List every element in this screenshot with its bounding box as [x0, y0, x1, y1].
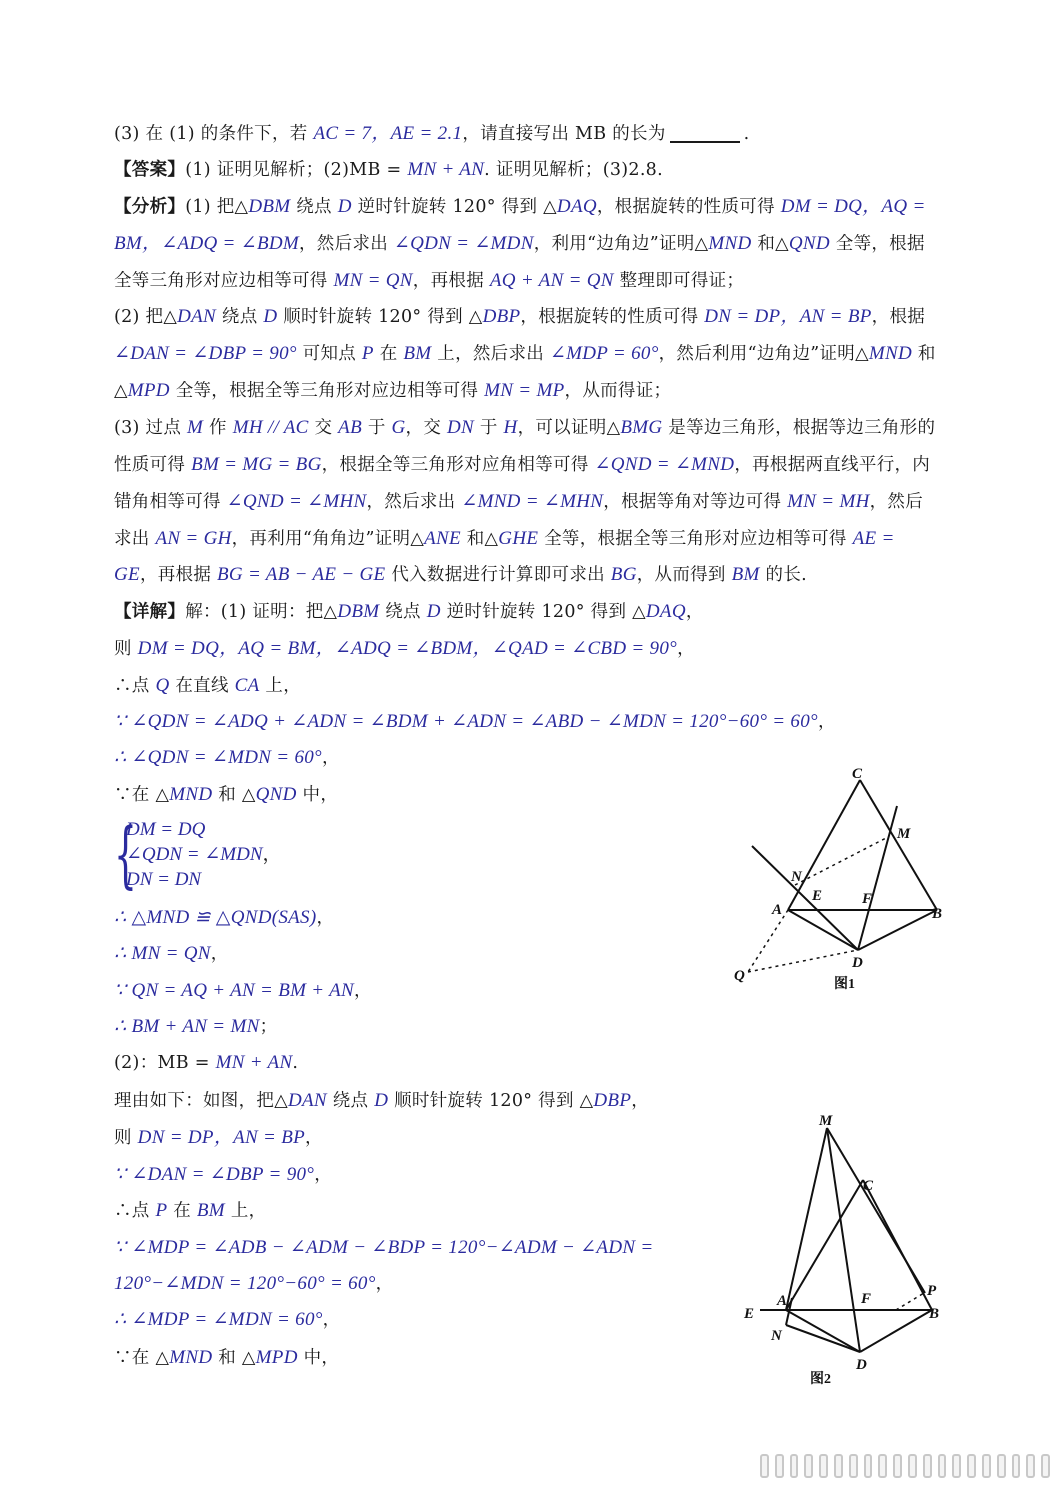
solution-line-9: ∵ QN = AQ + AN = BM + AN， — [114, 980, 372, 1001]
figure-1-diagram — [720, 758, 980, 998]
solution-line-1: 【详解】解：(1) 证明：把△DBM 绕点 D 逆时针旋转 120° 得到 △DAQ， — [114, 601, 704, 622]
fig2-label-D: D — [856, 1357, 867, 1373]
fig1-label-C: C — [852, 766, 863, 782]
solution-line-8: ∴ MN = QN， — [114, 943, 229, 964]
analysis-line-4: (2) 把△DAN 绕点 D 顺时针旋转 120° 得到 △DBP，根据旋转的性质可得 DN = DP，AN = BP，根据 — [114, 306, 926, 327]
fig1-dashed-QD — [748, 950, 858, 972]
analysis-line-7: (3) 过点 M 作 MH // AC 交 AB 于 G，交 DN 于 H，可以证明△BMG 是等边三角形，根据等边三角形的 — [114, 417, 936, 438]
fig1-label-Q: Q — [734, 968, 745, 984]
fig1-dashed-AQ — [748, 910, 788, 972]
analysis-line-11: GE，再根据 BG = AB − AE − GE 代入数据进行计算即可求出 BG，从而得到 BM 的长. — [114, 564, 807, 585]
fig2-line-CB — [863, 1180, 932, 1310]
solution-line-3: ∴点 Q 在直线 CA 上， — [114, 675, 301, 696]
fig2-line-MD — [827, 1128, 860, 1352]
left-brace: { — [114, 812, 137, 896]
condition-2: ∠QDN = ∠MDN， — [126, 844, 282, 865]
fig2-label-F: F — [861, 1291, 872, 1307]
fig1-label-D: D — [852, 955, 863, 971]
solution-line-17: 120°−∠MDN = 120°−60° = 60°， — [114, 1273, 394, 1294]
solution-line-14: ∵ ∠DAN = ∠DBP = 90°， — [114, 1164, 333, 1185]
fig2-label-B: B — [929, 1306, 940, 1322]
condition-3: DN = DN — [126, 869, 202, 890]
solution-line-13: 则 DN = DP，AN = BP， — [114, 1127, 323, 1148]
analysis-line-3: 全等三角形对应边相等可得 MN = QN，再根据 AQ + AN = QN 整理即可得证； — [114, 270, 745, 291]
page-edge-strip — [760, 1454, 1050, 1476]
fig2-dashed-FP — [896, 1293, 924, 1310]
analysis-line-9: 错角相等可得 ∠QND = ∠MHN，然后求出 ∠MND = ∠MHN，根据等角对等边可得 MN = MH，然后 — [114, 491, 924, 512]
fig1-label-N: N — [791, 869, 802, 885]
fig2-label-N: N — [771, 1328, 782, 1344]
fig2-caption: 图2 — [810, 1372, 831, 1387]
analysis-line-10: 求出 AN = GH，再利用“角角边”证明△ANE 和△GHE 全等，根据全等三角形对应边相等可得 AE = — [114, 528, 895, 549]
fig1-label-A: A — [772, 902, 783, 918]
fig2-label-P: P — [927, 1283, 937, 1299]
fig2-line-ND — [786, 1325, 860, 1352]
solution-line-11: (2)：MB = MN + AN. — [114, 1052, 299, 1073]
answer-blank — [670, 123, 740, 143]
fig1-label-F: F — [862, 891, 873, 907]
fig1-dashed-NM — [795, 837, 888, 885]
condition-1: DM = DQ — [126, 819, 206, 840]
fig1-label-M: M — [897, 826, 911, 842]
fig2-label-E: E — [744, 1306, 755, 1322]
fig2-label-C: C — [863, 1178, 874, 1194]
fig2-line-AD — [786, 1310, 860, 1352]
solution-line-5: ∴ ∠QDN = ∠MDN = 60°， — [114, 747, 340, 768]
solution-line-6: ∵在 △MND 和 △QND 中， — [114, 784, 339, 805]
solution-line-19: ∵在 △MND 和 △MPD 中， — [114, 1347, 340, 1368]
solution-line-7: ∴ △MND ≌ △QND(SAS)， — [114, 907, 335, 928]
fig2-line-BD — [860, 1310, 932, 1352]
solution-line-18: ∴ ∠MDP = ∠MDN = 60°， — [114, 1309, 341, 1330]
fig1-line-MD — [858, 806, 897, 950]
analysis-line-2: BM，∠ADQ = ∠BDM，然后求出 ∠QDN = ∠MDN，利用“边角边”证明△MND 和△QND 全等，根据 — [114, 233, 925, 254]
fig1-line-ND — [752, 846, 858, 950]
fig2-label-M: M — [819, 1113, 833, 1129]
solution-line-4: ∵ ∠QDN = ∠ADQ + ∠ADN = ∠BDM + ∠ADN = ∠ABD − ∠MDN = 120°−60° = 60°， — [114, 711, 836, 732]
solution-line-10: ∴ BM + AN = MN； — [114, 1016, 278, 1037]
fig1-label-E: E — [812, 888, 823, 904]
fig1-label-B: B — [932, 906, 943, 922]
fig2-line-MA — [786, 1128, 827, 1310]
solution-line-15: ∴点 P 在 BM 上， — [114, 1200, 267, 1221]
solution-line-2: 则 DM = DQ，AQ = BM，∠ADQ = ∠BDM，∠QAD = ∠CBD = 90°， — [114, 638, 695, 659]
solution-line-12: 理由如下：如图，把△DAN 绕点 D 顺时针旋转 120° 得到 △DBP， — [114, 1090, 650, 1111]
analysis-line-8: 性质可得 BM = MG = BG，根据全等三角形对应角相等可得 ∠QND = ∠MND，再根据两直线平行，内 — [114, 454, 931, 475]
figure-2-diagram — [730, 1108, 970, 1388]
fig2-label-A: A — [777, 1293, 788, 1309]
fig1-line-BD — [858, 910, 937, 950]
answer-line: 【答案】(1) 证明见解析；(2)MB = MN + AN. 证明见解析；(3)2.8. — [114, 159, 663, 180]
analysis-line-1: 【分析】(1) 把△DBM 绕点 D 逆时针旋转 120° 得到 △DAQ，根据旋转的性质可得 DM = DQ，AQ = — [114, 196, 926, 217]
fig1-caption: 图1 — [834, 977, 855, 992]
question-3-line: (3) 在 (1) 的条件下，若 AC = 7，AE = 2.1，请直接写出 MB 的长为 . — [114, 123, 750, 144]
analysis-line-5: ∠DAN = ∠DBP = 90° 可知点 P 在 BM 上，然后求出 ∠MDP = 60°，然后利用“边角边”证明△MND 和 — [114, 343, 936, 364]
fig1-line-CA — [788, 780, 860, 910]
analysis-line-6: △MPD 全等，根据全等三角形对应边相等可得 MN = MP，从而得证； — [114, 380, 672, 401]
solution-line-16: ∵ ∠MDP = ∠ADB − ∠ADM − ∠BDP = 120°−∠ADM − ∠ADN = — [114, 1237, 654, 1258]
